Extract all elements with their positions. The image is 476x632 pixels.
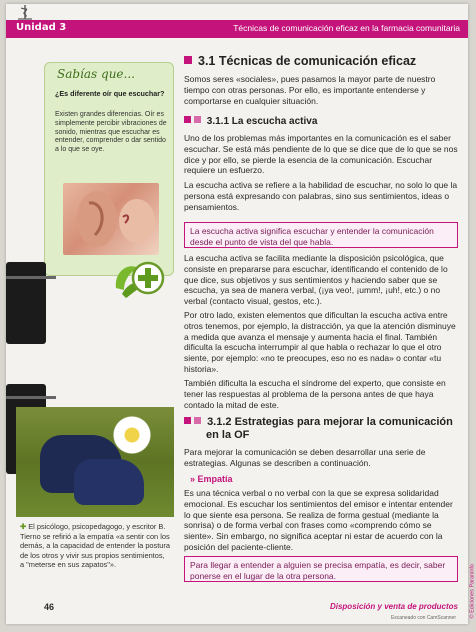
subsection-square-icon	[184, 417, 191, 424]
section-title: 3.1 Técnicas de comunicación eficaz	[184, 54, 416, 68]
footer-title: Disposición y venta de productos	[329, 602, 458, 611]
paragraph-empatia: Es una técnica verbal o no verbal con la que se expresa solidaridad emocional. Es escuchar los sentimientos del emisor e intentar entender lo que siente esa persona. Se realiza de forma gestual (mediante la sonrisa) o de forma verbal con frases como «comprendo cómo se siente». Sin embargo, no significa aceptar ni estar de acuerdo con la posición del paciente-cliente.	[184, 488, 453, 552]
bullet-empatia: » Empatía	[190, 474, 233, 484]
sneakers-photo	[16, 407, 174, 517]
green-cross-icon	[110, 254, 166, 302]
scanner-watermark: Escaneado con CamScanner	[390, 615, 456, 621]
sabias-que-box	[44, 62, 174, 276]
section-square-icon	[184, 56, 192, 64]
vertical-credit: © Ediciones Paraninfo	[470, 564, 476, 619]
paragraph-estrategias: Para mejorar la comunicación se deben desarrollar una serie de estrategias. Algunas se describen a continuación.	[184, 447, 426, 468]
intro-paragraph: Somos seres «sociales», pues pasamos la mayor parte de nuestro tiempo con otras personas. Por ello, es importante entenderse y comportarse en cualquier situación.	[184, 74, 436, 106]
binder-clip-bottom-wire	[6, 396, 56, 399]
pharmacy-logo-icon	[14, 4, 36, 20]
photo-caption: ✚ El psicólogo, psicopedagogo, y escritor B. Tierno se refirió a la empatía «a sentir con los demás, a la capacidad de entender la postura de los otros y vivir sus propios sentimientos, a "meterse en sus zapatos"».	[20, 522, 170, 570]
sneaker-right	[74, 459, 144, 505]
caption-plus-icon: ✚	[20, 522, 27, 531]
callout-empatia: Para llegar a entender a alguien se precisa empatía, es decir, saber ponerse en el lugar de la otra persona.	[184, 556, 458, 582]
unit-header-bar	[6, 20, 468, 38]
sabias-que-question: ¿Es diferente oír que escuchar?	[55, 89, 165, 98]
paragraph-sindrome-experto: También dificulta la escucha el síndrome del experto, que consiste en tener las respuestas al problema de la persona antes de que haya contado la mitad de este.	[184, 378, 446, 410]
page-number: 46	[44, 602, 55, 612]
paragraph-disposicion: La escucha activa se facilita mediante la disposición psicológica, que consiste en prepararse para escuchar, identificando el contenido de lo que dice, sus objetivos y sus sentimientos y haciendo saber que se escucha, ya sea de manera verbal, (¡ya veo!, ¡umm!, ¡uh!, etc.) o no verbal (contacto visual, gestos, etc.).	[184, 253, 448, 307]
binder-clip-top-wire	[6, 276, 56, 279]
paragraph-dificultades: Por otro lado, existen elementos que dificultan la escucha activa entre otros tenemos, por ejemplo, la distracción, ya que la atención disminuye a medida que avanza el mensaje y aumenta hacia el final. También dificulta la escucha interrumpir al que habla o rechazar lo que el otro siente, por ejemplo: «no te preocupes, eso no es nada» o contar «tu historia».	[184, 310, 456, 374]
subsection-title-1: 3.1.1 La escucha activa	[184, 116, 317, 127]
chapter-title: Técnicas de comunicación eficaz en la farmacia comunitaria	[233, 23, 460, 33]
paragraph-saber-escuchar: Uno de los problemas más importantes en la comunicación es el saber escuchar. Se está más pendiente de lo que se dice que de lo que se nos dice y por ello, se pierde la esencia de la comunicación. Escuchar requiere un esfuerzo.	[184, 133, 458, 176]
callout-escucha-activa: La escucha activa significa escuchar y entender la comunicación desde el punto de vista del que habla.	[184, 222, 458, 248]
daisy-flower	[112, 415, 152, 455]
subsection-square-icon	[184, 116, 191, 123]
unit-label: Unidad 3	[16, 22, 67, 33]
paragraph-escucha-activa: La escucha activa se refiere a la habilidad de escuchar, no solo lo que la persona está expresando con palabras, sino sus sentimientos, ideas o pensamientos.	[184, 180, 458, 212]
subsection-square-icon	[194, 116, 201, 123]
subsection-square-icon	[194, 417, 201, 424]
sabias-que-title: Sabías que...	[57, 67, 135, 81]
subsection-title-2: 3.1.2 Estrategias para mejorar la comunicación en la OF	[184, 416, 462, 442]
sabias-que-answer: Existen grandes diferencias. Oír es simplemente percibir vibraciones de sonido, mientras que escuchar es entender, comprender o dar sentido a lo que se oye.	[55, 111, 167, 154]
ear-whisper-photo	[63, 183, 159, 255]
binder-clip-top	[6, 262, 46, 344]
textbook-page	[6, 4, 476, 624]
